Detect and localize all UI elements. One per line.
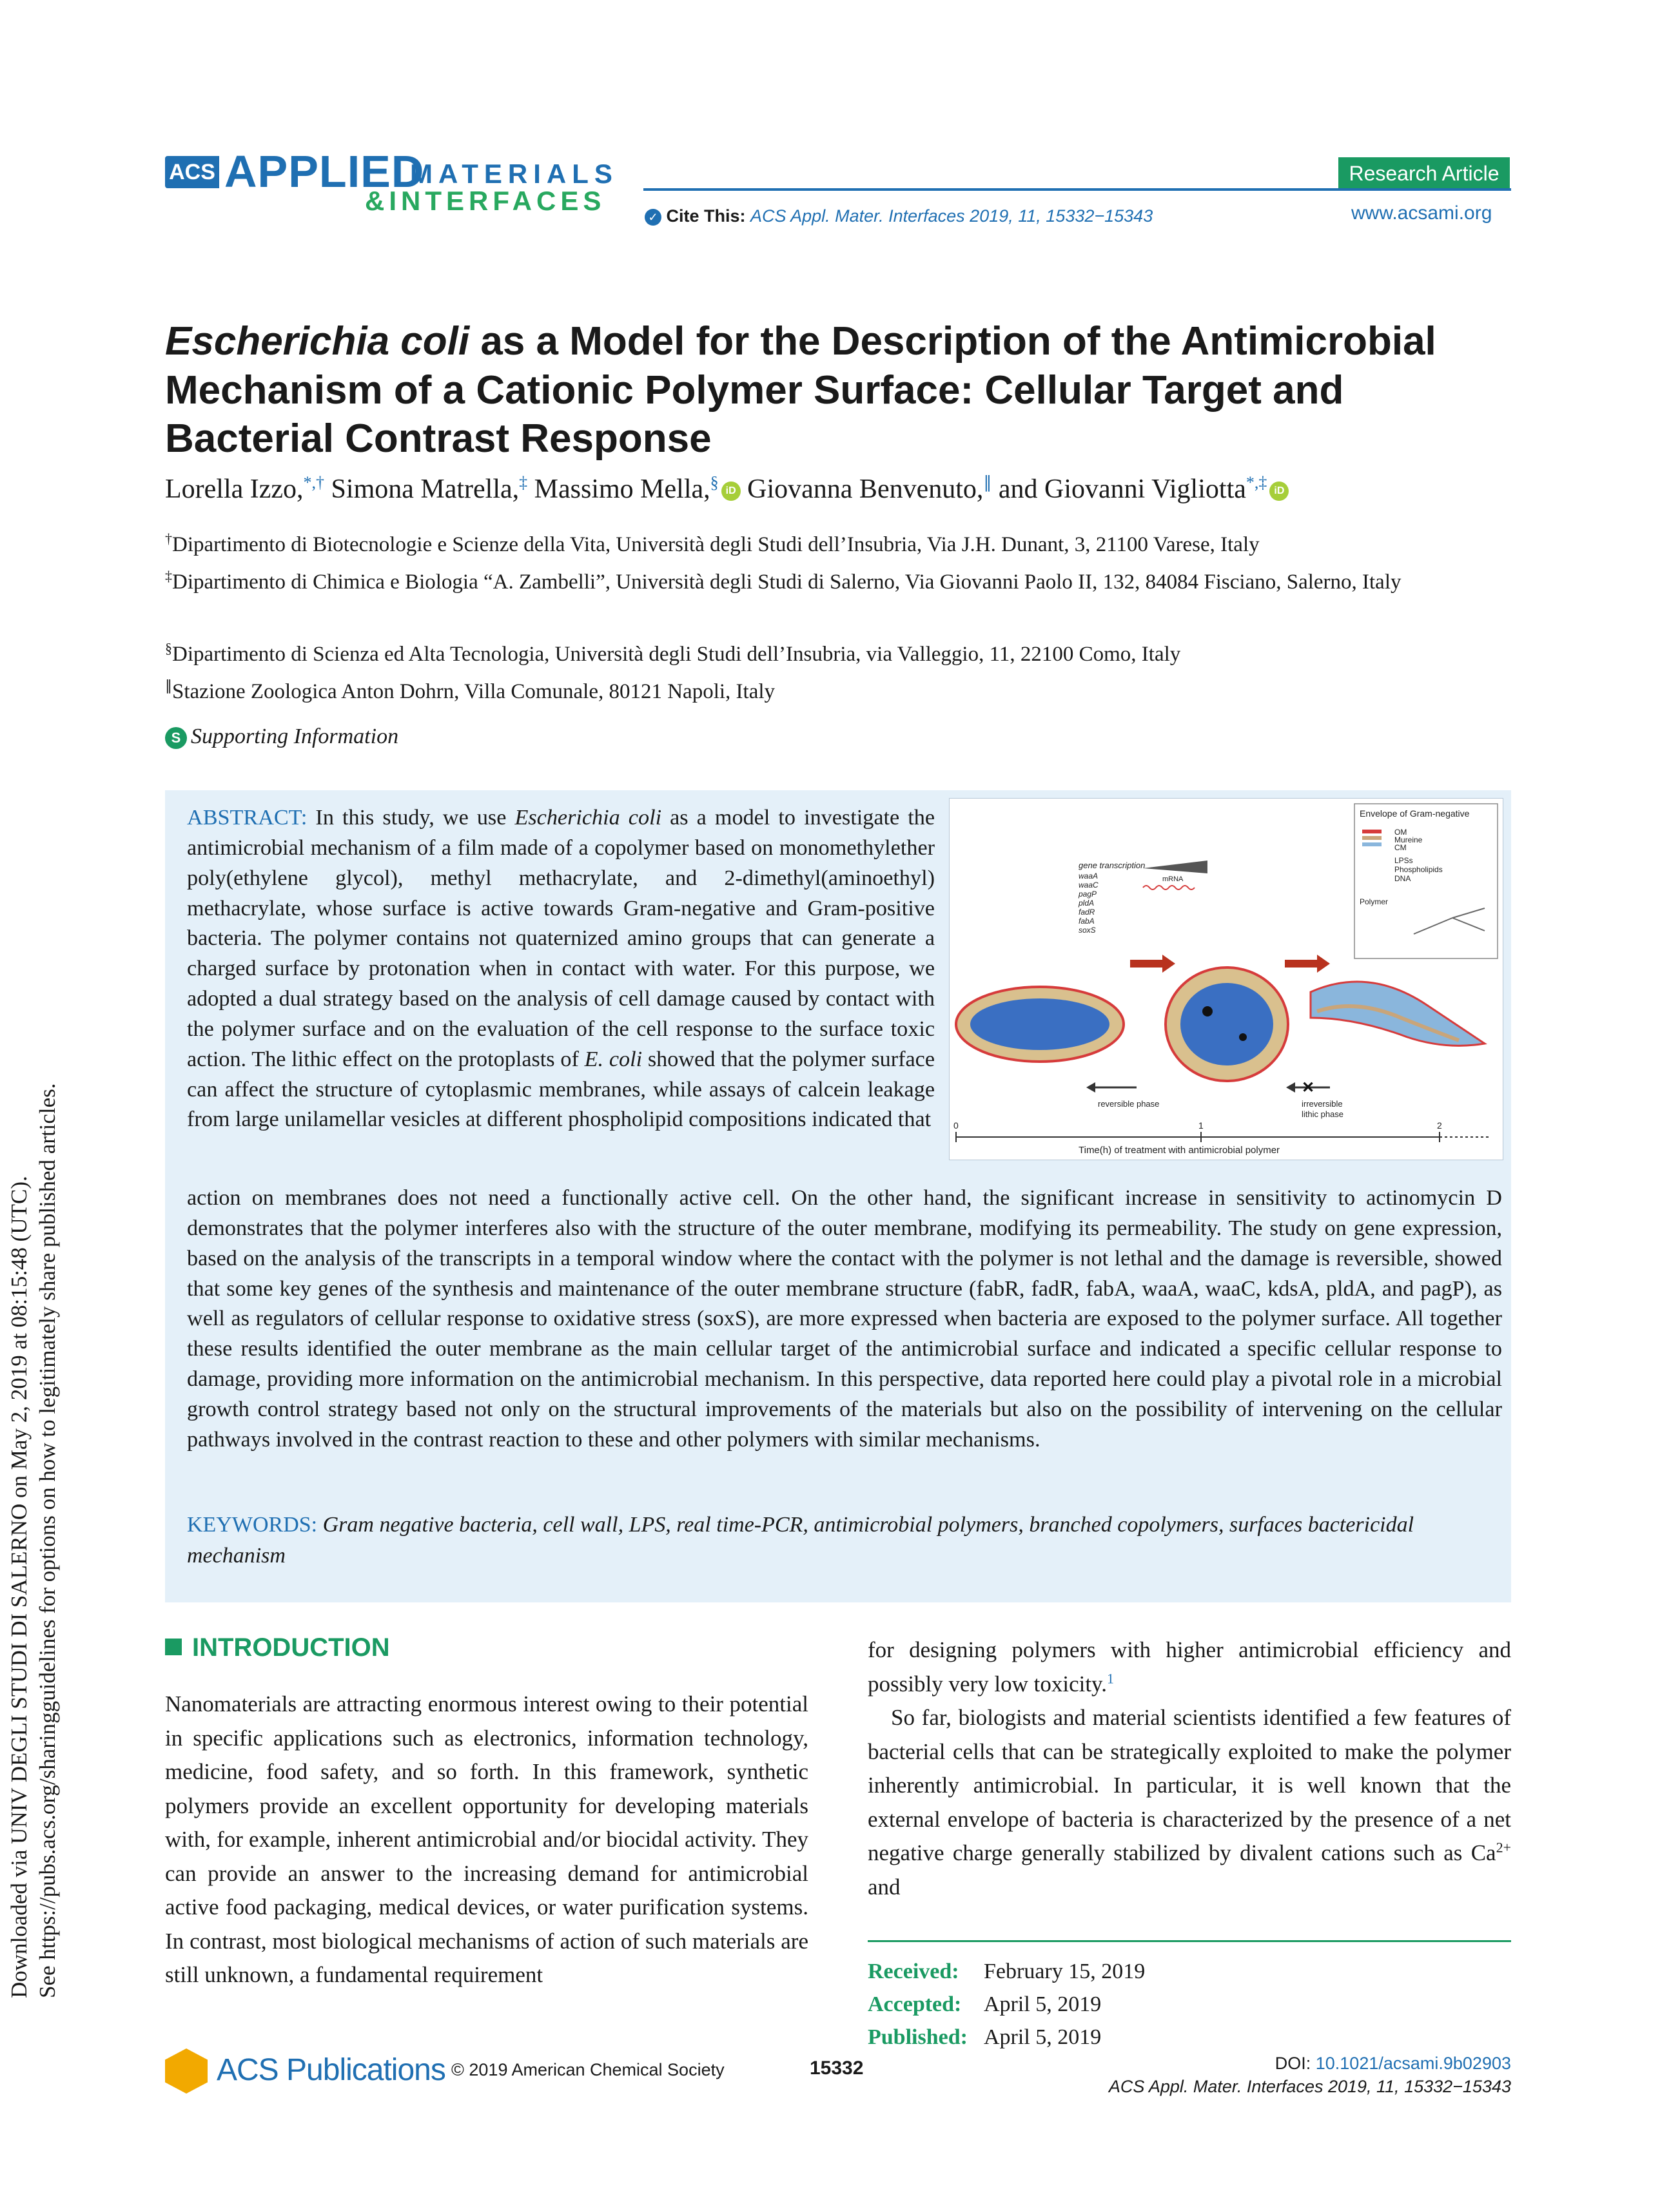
affiliation-mark: § bbox=[165, 640, 172, 656]
gene-label: waaC bbox=[1079, 880, 1099, 890]
abstract-segment: as a model to investigate the antimicrobial mechanism of a film made of a copolymer based on monomethylether poly(ethylene glycol), methyl methacrylate, and 2-dimethyl(aminoethyl) methacrylate, whose surface is active towards Gram-negative and Gram-positive bacteria. The polymer contains not quaternized amino groups that can generate a charged surface by protonation when in contact with water. For this purpose, we adopted a dual strategy based on the analysis of cell damage caused by contact with the polymer surface and on the evaluation of the cell response to the surface toxic action. The lithic effect on the protoplasts of bbox=[187, 806, 935, 1071]
logo-acs: ACS bbox=[165, 156, 219, 188]
gene-label: soxS bbox=[1079, 926, 1096, 935]
journal-website-link[interactable]: www.acsami.org bbox=[1351, 202, 1492, 224]
svg-text:✕: ✕ bbox=[1302, 1079, 1315, 1096]
author-name[interactable]: Lorella Izzo, bbox=[165, 474, 304, 504]
affiliation-mark: † bbox=[165, 530, 172, 547]
legend-dna: DNA bbox=[1394, 874, 1411, 883]
abstract-segment: In this study, we use bbox=[307, 806, 515, 830]
section-marker bbox=[165, 1639, 182, 1655]
published-label: Published: bbox=[868, 2025, 968, 2049]
author-list bbox=[165, 473, 1519, 505]
accepted-row bbox=[868, 1988, 1511, 2021]
keywords bbox=[187, 1510, 1502, 1571]
cite-text: ACS Appl. Mater. Interfaces 2019, 11, 15332−15343 bbox=[750, 206, 1153, 226]
legend-mureine: Mureine bbox=[1394, 835, 1423, 844]
download-note-line1: Downloaded via UNIV DEGLI STUDI DI SALERNO on May 2, 2019 at 08:15:48 (UTC). bbox=[6, 1176, 32, 1998]
intro-text: for designing polymers with higher antimicrobial efficiency and possibly very low toxicity. bbox=[868, 1637, 1511, 1697]
gene-label: waaA bbox=[1079, 871, 1099, 880]
legend-polymer: Polymer bbox=[1360, 897, 1389, 906]
publisher-name: ACS Publications bbox=[217, 2053, 445, 2087]
cite-label: Cite This: bbox=[666, 206, 746, 226]
article-dates bbox=[868, 1940, 1511, 2054]
supporting-info-icon[interactable]: S bbox=[165, 727, 187, 749]
received-row bbox=[868, 1955, 1511, 1988]
legend-cm: CM bbox=[1394, 843, 1407, 852]
affiliation-mark: ∥ bbox=[165, 677, 172, 694]
affiliation-mark: ‡ bbox=[165, 568, 172, 584]
title-italic: Escherichia coli bbox=[165, 319, 470, 364]
page-number: 15332 bbox=[810, 2057, 864, 2079]
affiliation bbox=[165, 529, 1519, 561]
footer-citation: ACS Appl. Mater. Interfaces 2019, 11, 15332−15343 bbox=[1108, 2077, 1511, 2096]
charge-sup: 2+ bbox=[1496, 1839, 1511, 1856]
reversible-phase-label: reversible phase bbox=[1098, 1099, 1160, 1109]
article-type-badge: Research Article bbox=[1338, 157, 1510, 190]
journal-logo[interactable] bbox=[165, 146, 629, 216]
accepted-label: Accepted: bbox=[868, 1992, 962, 2016]
affiliation-text: Dipartimento di Biotecnologie e Scienze della Vita, Università degli Studi dell’Insubria, Via J.H. Dunant, 3, 21100 Varese, Italy bbox=[172, 533, 1260, 556]
keywords-label: KEYWORDS: bbox=[187, 1513, 318, 1537]
section-heading-introduction: INTRODUCTION bbox=[192, 1633, 390, 1662]
intro-paragraph bbox=[868, 1701, 1511, 1904]
published-row bbox=[868, 2021, 1511, 2054]
author-mark: *,† bbox=[303, 473, 325, 492]
abstract-label: ABSTRACT: bbox=[187, 806, 308, 830]
lithic-phase-label: lithic phase bbox=[1302, 1109, 1344, 1119]
header-rule bbox=[643, 188, 1511, 191]
gene-label: pldA bbox=[1079, 899, 1095, 908]
intro-paragraph: Nanomaterials are attracting enormous interest owing to their potential in specific applications such as electronics, information technology, medicine, food safety, and so forth. In this framework, synthetic polymers provide an excellent opportunity for developing materials with, for example, inherent antimicrobial and/or biocidal activity. They can provide an answer to the increasing demand for antimicrobial active food packaging, medical devices, or water purification systems. In contrast, most biological mechanisms of action of such materials are still unknown, a fundamental requirement bbox=[165, 1691, 808, 1987]
intro-text: and bbox=[868, 1874, 901, 1900]
mrna-label: mRNA bbox=[1162, 875, 1184, 883]
copyright: © 2019 American Chemical Society bbox=[451, 2060, 725, 2079]
received-date: February 15, 2019 bbox=[984, 1960, 1146, 1983]
reference-link[interactable]: 1 bbox=[1107, 1669, 1115, 1686]
keywords-text: Gram negative bacteria, cell wall, LPS, real time-PCR, antimicrobial polymers, branched copolymers, surfaces bactericidal mechanism bbox=[187, 1513, 1414, 1568]
axis-tick: 1 bbox=[1198, 1120, 1204, 1131]
doi[interactable] bbox=[1225, 2054, 1511, 2074]
toc-illustration bbox=[950, 799, 1503, 1160]
download-note-line2: See https://pubs.acs.org/sharingguidelines for options on how to legitimately share published articles. bbox=[34, 1083, 60, 1998]
author-name[interactable]: Massimo Mella, bbox=[534, 474, 710, 504]
article-title bbox=[165, 317, 1519, 463]
acs-hexagon-icon bbox=[165, 2048, 208, 2094]
author-name[interactable]: Giovanna Benvenuto, bbox=[747, 474, 984, 504]
toc-graphic[interactable] bbox=[949, 798, 1503, 1160]
abstract-italic: E. coli bbox=[584, 1047, 643, 1071]
author-mark: *,‡ bbox=[1245, 473, 1267, 492]
gene-label: pagP bbox=[1079, 890, 1097, 899]
received-label: Received: bbox=[868, 1960, 959, 1983]
affiliation bbox=[165, 676, 1519, 708]
intro-column-left bbox=[165, 1687, 808, 1992]
author-mark: § bbox=[710, 473, 719, 492]
legend-title: Envelope of Gram-negative bbox=[1360, 808, 1470, 819]
axis-tick: 0 bbox=[953, 1120, 959, 1131]
abstract-text-top bbox=[187, 803, 935, 1135]
intro-column-right bbox=[868, 1633, 1511, 1904]
author-mark: ‡ bbox=[519, 473, 528, 492]
affiliation bbox=[165, 566, 1519, 598]
intro-paragraph bbox=[868, 1633, 1511, 1701]
axis-tick: 2 bbox=[1437, 1120, 1442, 1131]
gene-label: fadR bbox=[1079, 908, 1095, 917]
abstract-segment: showed that the polymer surface can affect the structure of cytoplasmic membranes, while assays of calcein leakage from large unilamellar vesicles at different phospholipid compositions indicated that bbox=[187, 1047, 935, 1132]
orcid-icon[interactable]: iD bbox=[1269, 481, 1289, 501]
gene-label: fabA bbox=[1079, 917, 1095, 926]
abstract-italic: Escherichia coli bbox=[514, 806, 662, 830]
doi-link[interactable]: 10.1021/acsami.9b02903 bbox=[1315, 2054, 1511, 2073]
gene-transcription-label: gene transcription bbox=[1079, 861, 1146, 870]
download-note bbox=[5, 451, 62, 1998]
affiliation-text: Dipartimento di Chimica e Biologia “A. Zambelli”, Università degli Studi di Salerno, Via Giovanni Paolo II, 132, 84084 Fisciano, Salerno, Italy bbox=[172, 570, 1402, 594]
published-date: April 5, 2019 bbox=[984, 2025, 1102, 2049]
author-mark: ∥ bbox=[983, 473, 992, 492]
supporting-info-link[interactable]: Supporting Information bbox=[191, 725, 399, 748]
author-name[interactable]: and Giovanni Vigliotta bbox=[998, 474, 1246, 504]
cite-this[interactable] bbox=[645, 206, 1153, 226]
time-axis-label: Time(h) of treatment with antimicrobial polymer bbox=[1079, 1145, 1280, 1156]
abstract-text-bottom: action on membranes does not need a functionally active cell. On the other hand, the significant increase in sensitivity to actinomycin D demonstrates that the polymer interferes also with the structure of the outer membrane, modifying its permeability. The study on gene expression, based on the analysis of the transcripts in a temporal window where the contact with the polymer is not lethal and the damage is reversible, showed that some key genes of the synthesis and maintenance of the outer membrane structure (fabR, fadR, fabA, waaA, waaC, kdsA, pldA, and pagP), as well as regulators of cellular response to oxidative stress (soxS), are more expressed when bacteria are exposed to the polymer surface. All together these results identified the outer membrane as the main cellular target of the antimicrobial surface and indicated a specific cellular response to damage, providing more information on the antimicrobial mechanism. In this perspective, data reported here could play a pivotal role in a microbial growth control strategy based not only on the structural improvements of the materials but also on the possibility of intervening on the cellular pathways involved in the contrast reaction to these and other polymers with similar mechanisms. bbox=[187, 1186, 1502, 1452]
irreversible-phase-label: irreversible bbox=[1302, 1099, 1343, 1109]
legend-lps: LPSs bbox=[1394, 856, 1413, 865]
logo-interfaces: &INTERFACES bbox=[365, 186, 606, 216]
legend-om: OM bbox=[1394, 828, 1407, 837]
logo-materials: MATERIALS bbox=[410, 159, 618, 189]
check-circle-icon: ✓ bbox=[645, 209, 661, 226]
affiliation-text: Stazione Zoologica Anton Dohrn, Villa Comunale, 80121 Napoli, Italy bbox=[172, 680, 776, 703]
affiliation bbox=[165, 638, 1519, 670]
title-rest: as a Model for the Description of the Antimicrobial Mechanism of a Cationic Polymer Surface: Cellular Target and Bacterial Contrast Response bbox=[165, 319, 1436, 462]
intro-text: So far, biologists and material scientists identified a few features of bacterial cells that can be strategically exploited to make the polymer inherently antimicrobial. In particular, it is well known that the external envelope of bacteria is characterized by the presence of a net negative charge generally stabilized by divalent cations such as Ca bbox=[868, 1705, 1511, 1865]
affiliation-text: Dipartimento di Scienza ed Alta Tecnologia, Università degli Studi dell’Insubria, via Valleggio, 11, 22100 Como, Italy bbox=[172, 643, 1181, 666]
legend-phospholipids: Phospholipids bbox=[1394, 865, 1443, 874]
logo-applied: APPLIED bbox=[224, 146, 425, 197]
doi-label: DOI: bbox=[1275, 2054, 1311, 2073]
orcid-icon[interactable]: iD bbox=[721, 481, 741, 501]
accepted-date: April 5, 2019 bbox=[984, 1992, 1102, 2016]
author-name[interactable]: Simona Matrella, bbox=[331, 474, 520, 504]
